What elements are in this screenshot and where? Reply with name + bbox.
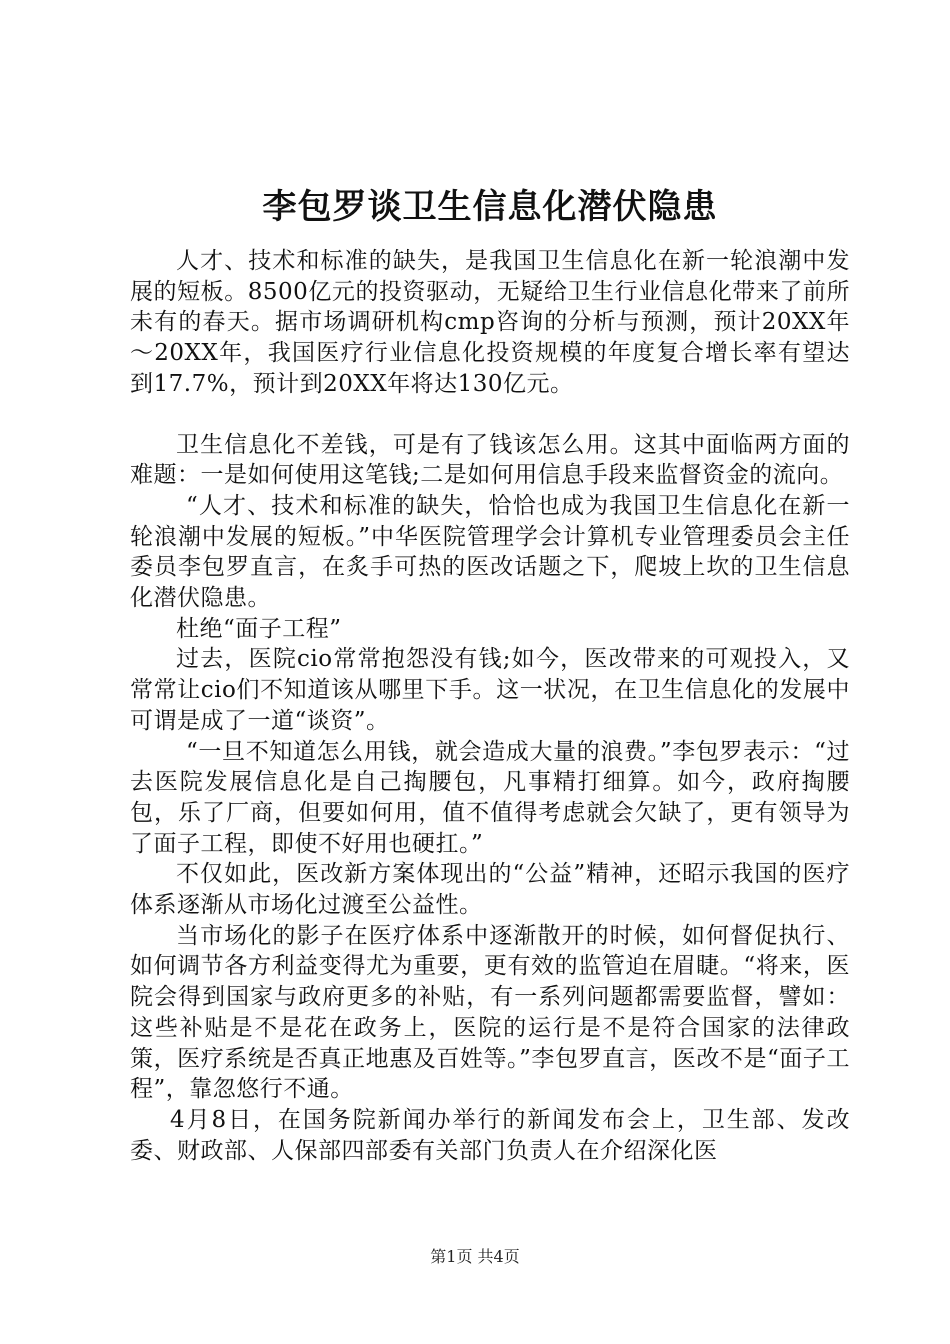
paragraph-5: “一旦不知道怎么用钱，就会造成大量的浪费。”李包罗表示：“过去医院发展信息化是自己掏腰包，凡事精打细算。如今，政府掏腰包，乐了厂商，但要如何用，值不值得考虑就会欠缺了，更有领导为了面子工程，即使不好用也硬扛。” — [130, 738, 850, 857]
paragraph-3: “人才、技术和标准的缺失，恰恰也成为我国卫生信息化在新一轮浪潮中发展的短板。”中华医院管理学会计算机专业管理委员会主任委员李包罗直言，在炙手可热的医改话题之下，爬坡上坎的卫生信息化潜伏隐患。 — [130, 492, 850, 612]
paragraph-2: 卫生信息化不差钱，可是有了钱该怎么用。这其中面临两方面的难题：一是如何使用这笔钱;二是如何用信息手段来监督资金的流向。 — [130, 431, 850, 489]
paragraph-8: 4月8日，在国务院新闻办举行的新闻发布会上，卫生部、发改委、财政部、人保部四部委有关部门负责人在介绍深化医 — [130, 1106, 850, 1164]
section-heading: 杜绝“面子工程” — [176, 615, 342, 642]
paragraph-6: 不仅如此，医改新方案体现出的“公益”精神，还昭示我国的医疗体系逐渐从市场化过渡至公益性。 — [130, 861, 850, 919]
page-footer: 第1页 共4页 — [430, 1247, 520, 1266]
paragraph-1: 人才、技术和标准的缺失，是我国卫生信息化在新一轮浪潮中发展的短板。8500亿元的投资驱动，无疑给卫生行业信息化带来了前所未有的春天。据市场调研机构cmp咨询的分析与预测，预计20XX年～20XX年，我国医疗行业信息化投资规模的年度复合增长率有望达到17.7%，预计到20XX年将达130亿元。 — [130, 248, 850, 397]
paragraph-4: 过去，医院cio常常抱怨没有钱;如今，医改带来的可观投入，又常常让cio们不知道该从哪里下手。这一状况，在卫生信息化的发展中可谓是成了一道“谈资”。 — [130, 646, 850, 734]
document-title: 李包罗谈卫生信息化潜伏隐患 — [262, 187, 718, 227]
paragraph-7: 当市场化的影子在医疗体系中逐渐散开的时候，如何督促执行、如何调节各方利益变得尤为重要，更有效的监管迫在眉睫。“将来，医院会得到国家与政府更多的补贴，有一系列问题都需要监督，譬如：这些补贴是不是花在政务上，医院的运行是不是符合国家的法律政策，医疗系统是否真正地惠及百姓等。”李包罗直言，医改不是“面子工程”，靠忽悠行不通。 — [130, 922, 850, 1103]
document-page — [130, 180, 850, 1166]
